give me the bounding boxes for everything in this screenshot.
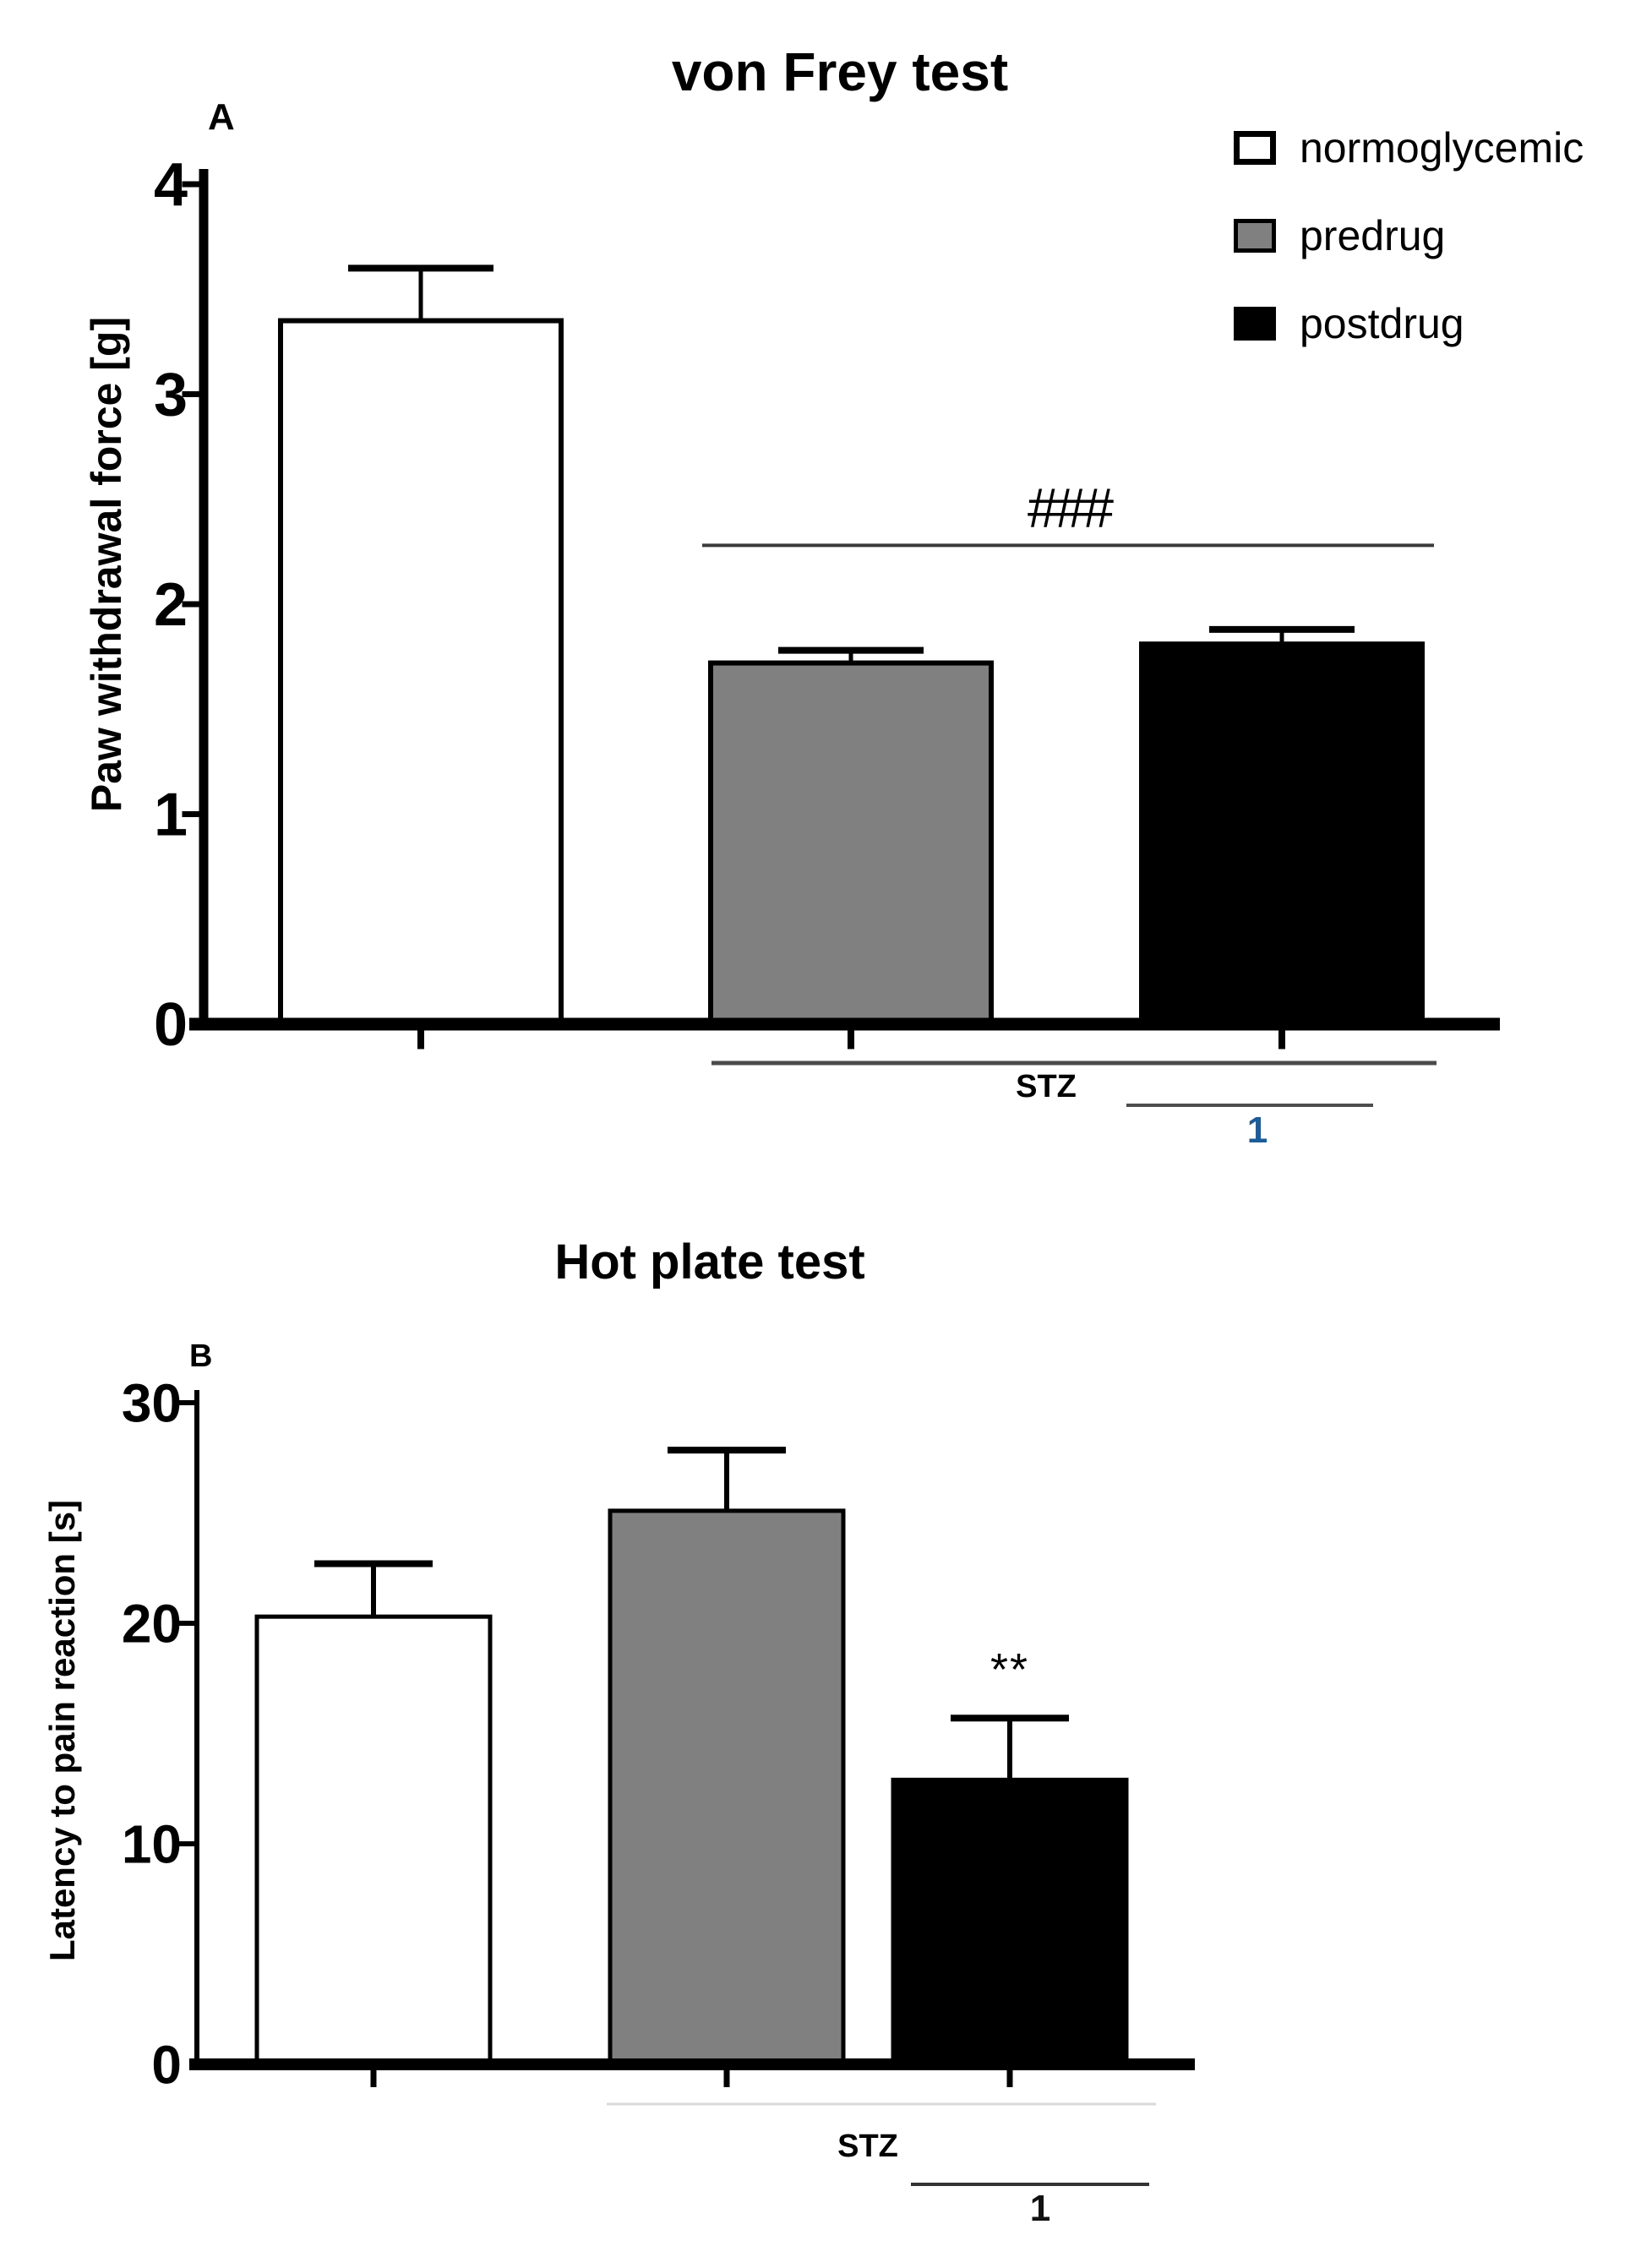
chart-a-significance-symbol: ### [1026, 476, 1110, 539]
legend [1234, 123, 1584, 387]
legend-item-postdrug [1234, 299, 1584, 348]
chart-b-y-tick-label: 10 [121, 1813, 182, 1875]
chart-a-title: von Frey test [671, 41, 1009, 102]
legend-label-predrug: predrug [1300, 212, 1446, 259]
chart-b-stz-group-label: STZ [837, 2129, 898, 2164]
chart-a-y-tick-label: 2 [153, 571, 188, 640]
legend-swatch-1 [1234, 219, 1276, 253]
legend-swatch-2 [1234, 307, 1276, 341]
chart-a-y-axis-label: Paw withdrawal force [g] [83, 316, 130, 813]
legend-swatch-0 [1234, 131, 1276, 165]
legend-item-normoglycemic [1234, 123, 1584, 172]
chart-a-y-tick-label: 0 [153, 991, 188, 1060]
chart-b-y-tick-label: 20 [121, 1593, 182, 1655]
chart-a-y-tick-label: 1 [153, 781, 188, 849]
chart-b-y-tick-label: 30 [121, 1372, 182, 1434]
chart-b-subgroup-label: 1 [1029, 2188, 1051, 2229]
panel-label-a: A [208, 96, 235, 138]
legend-item-predrug [1234, 211, 1584, 260]
legend-label-postdrug: postdrug [1300, 300, 1464, 347]
chart-a-bar-normoglycemic [281, 321, 561, 1024]
chart-a-bar-predrug [711, 663, 991, 1024]
chart-a-stz-group-label: STZ [1016, 1069, 1077, 1104]
chart-b-bar-postdrug [893, 1780, 1126, 2064]
legend-label-normoglycemic: normoglycemic [1300, 124, 1584, 172]
chart-b-bar-predrug [610, 1511, 843, 2064]
chart-a-y-tick-label: 3 [153, 361, 188, 429]
chart-a-y-tick-label: 4 [153, 151, 188, 220]
chart-b-y-axis-label: Latency to pain reaction [s] [42, 1499, 82, 1962]
chart-b-bar-normoglycemic [257, 1616, 490, 2064]
chart-b-significance-symbol: ** [990, 1644, 1030, 1695]
chart-a-bar-postdrug [1142, 644, 1422, 1024]
chart-b-title: Hot plate test [554, 1235, 865, 1289]
chart-b-y-tick-label: 0 [151, 2034, 182, 2096]
panel-label-b: B [189, 1338, 213, 1374]
chart-a-subgroup-label: 1 [1246, 1109, 1268, 1151]
